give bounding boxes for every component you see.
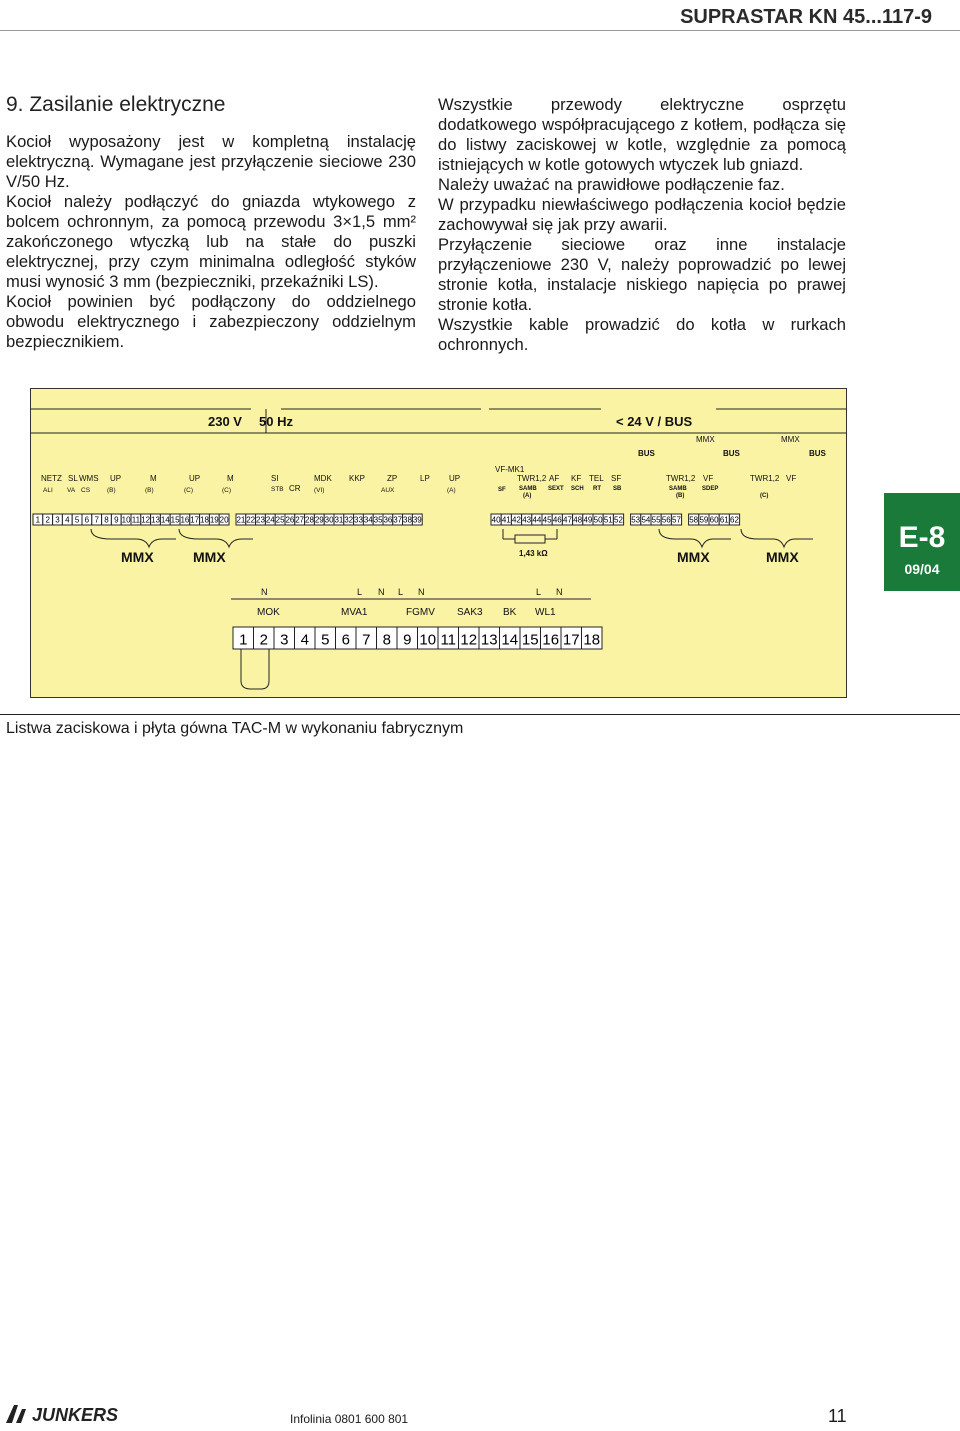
block-sublabel: SF xyxy=(498,487,506,493)
terminal-number: 41 xyxy=(501,515,511,525)
terminal-number: 15 xyxy=(170,515,180,525)
block-sublabel: (VI) xyxy=(314,487,325,494)
terminal-number: 23 xyxy=(256,515,265,525)
block-sublabel: (B) xyxy=(107,487,116,494)
mmx-label: MMX xyxy=(677,549,710,565)
terminal-number: 49 xyxy=(583,515,593,525)
block-label: ZP xyxy=(387,474,398,483)
terminal-number: 4 xyxy=(65,515,70,525)
terminal-number: 7 xyxy=(94,515,99,525)
block-label: AF xyxy=(549,474,560,483)
block-sublabel: SAMB xyxy=(669,486,687,492)
terminal-number: 9 xyxy=(114,515,119,525)
terminal-number: 42 xyxy=(512,515,521,525)
block-label: TEL xyxy=(589,474,604,483)
terminal-number: 21 xyxy=(236,515,246,525)
resistor-label: 1,43 kΩ xyxy=(519,549,548,558)
terminal-number: 35 xyxy=(373,515,383,525)
paragraph: Kocioł wyposażony jest w kompletną instalację elektryczną. Wymagane jest przyłączenie sieciowe 230 V/50 Hz. xyxy=(6,132,416,191)
terminal-number: 19 xyxy=(209,515,219,525)
voltage-high-label: 230 V xyxy=(208,414,242,429)
terminal-number: 33 xyxy=(354,515,363,525)
terminal-number: 13 xyxy=(480,631,498,649)
badge-date: 09/04 xyxy=(904,561,940,577)
block-sublabel: CS xyxy=(81,487,91,494)
mmx-label: MMX xyxy=(121,549,154,565)
junkers-logo xyxy=(4,1401,134,1427)
terminal-number: 34 xyxy=(363,515,373,525)
caption-rule xyxy=(0,714,960,715)
terminal-number: 57 xyxy=(672,515,681,525)
block-sublabel: VA xyxy=(67,487,76,494)
terminal-number: 45 xyxy=(542,515,552,525)
left-column xyxy=(6,132,416,352)
block-label: M xyxy=(150,474,157,483)
terminal-number: 44 xyxy=(532,515,542,525)
footer-hotline: Infolinia 0801 600 801 xyxy=(290,1412,409,1426)
terminal-number: 38 xyxy=(403,515,412,525)
block-label: TWR1,2 xyxy=(666,474,696,483)
terminal-number: 56 xyxy=(661,515,671,525)
lower-block-label: FGMV xyxy=(406,607,435,618)
terminal-number: 17 xyxy=(562,631,580,649)
terminal-number: 10 xyxy=(121,515,131,525)
block-label: SL xyxy=(68,474,78,483)
terminal-number: 37 xyxy=(393,515,403,525)
terminal-number: 15 xyxy=(521,631,539,649)
paragraph: Kocioł powinien być podłączony do oddzielnego obwodu elektrycznego i zabezpieczony oddzielnym bezpiecznikiem. xyxy=(6,292,416,351)
terminal-number: 47 xyxy=(563,515,572,525)
terminal-number: 9 xyxy=(403,631,412,649)
lower-block-label: MOK xyxy=(257,607,280,618)
terminal-number: 27 xyxy=(295,515,305,525)
terminal-number: 11 xyxy=(131,515,141,525)
terminal-number: 16 xyxy=(542,631,560,649)
block-sublabel: SCH xyxy=(571,486,584,492)
badge-code: E-8 xyxy=(898,521,946,554)
terminal-number: 14 xyxy=(160,515,170,525)
lower-top-label: L xyxy=(398,587,404,597)
terminal-number: 17 xyxy=(190,515,200,525)
block-label: CR xyxy=(289,484,301,493)
terminal-number: 51 xyxy=(603,515,613,525)
frequency-label: 50 Hz xyxy=(259,414,293,429)
terminal-number: 3 xyxy=(280,631,289,649)
document-title: SUPRASTAR KN 45...117-9 xyxy=(680,6,932,28)
terminal-number: 13 xyxy=(151,515,160,525)
terminal-number: 18 xyxy=(583,631,601,649)
terminal-number: 59 xyxy=(699,515,709,525)
lower-block-label: WL1 xyxy=(535,607,556,618)
lower-block-label: MVA1 xyxy=(341,607,368,618)
terminal-number: 2 xyxy=(259,631,268,649)
paragraph: Należy uważać na prawidłowe podłączenie faz. xyxy=(438,175,785,194)
terminal-number: 20 xyxy=(219,515,229,525)
paragraph: Wszystkie kable prowadzić do kotła w rurkach ochronnych. xyxy=(438,315,846,354)
block-label: UP xyxy=(449,474,461,483)
header-rule xyxy=(0,30,960,31)
block-sublabel: AUX xyxy=(381,487,395,494)
terminal-number: 14 xyxy=(501,631,519,649)
terminal-number: 43 xyxy=(522,515,532,525)
block-sublabel: STB xyxy=(271,486,284,493)
block-sublabel: RT xyxy=(593,486,601,492)
brand-name: JUNKERS xyxy=(32,1405,119,1425)
terminal-number: 1 xyxy=(239,631,248,649)
terminal-number: 36 xyxy=(383,515,393,525)
bus-label: BUS xyxy=(638,449,655,458)
paragraph: Przyłączenie sieciowe oraz inne instalacje przyłączeniowe 230 V, należy poprowadzić po lewej stronie kotła, instalacje niskiego napięcia po prawej stronie kotła. xyxy=(438,235,846,314)
lower-top-label: N xyxy=(556,587,563,597)
mmx-label: MMX xyxy=(193,549,226,565)
block-label: KKP xyxy=(349,474,366,483)
terminal-strip-lower xyxy=(233,627,602,649)
terminal-number: 1 xyxy=(35,515,41,525)
terminal-number: 8 xyxy=(382,631,391,649)
lower-top-label: L xyxy=(357,587,363,597)
lower-top-label: N xyxy=(418,587,425,597)
block-sublabel: (C) xyxy=(184,487,194,494)
block-label: VF xyxy=(703,474,714,483)
bus-label: BUS xyxy=(809,449,826,458)
section-heading: 9. Zasilanie elektryczne xyxy=(6,93,226,116)
terminal-number: 39 xyxy=(412,515,422,525)
section-badge xyxy=(884,493,960,591)
terminal-number: 24 xyxy=(265,515,275,525)
block-sublabel: (C) xyxy=(760,493,769,499)
block-sublabel: (A) xyxy=(447,487,456,494)
terminal-number: 3 xyxy=(55,515,60,525)
terminal-number: 6 xyxy=(341,631,350,649)
block-label: KF xyxy=(571,474,582,483)
block-label: SF xyxy=(611,474,622,483)
lower-block-label: BK xyxy=(503,607,517,618)
terminal-number: 16 xyxy=(180,515,190,525)
mmx-top-label: MMX xyxy=(696,435,715,444)
terminal-number: 10 xyxy=(419,631,437,649)
terminal-number: 2 xyxy=(45,515,50,525)
block-label: UP xyxy=(189,474,201,483)
block-sublabel: (B) xyxy=(676,493,685,499)
wiring-diagram-svg xyxy=(31,389,846,697)
terminal-number: 12 xyxy=(141,515,151,525)
block-label: VF-MK1 xyxy=(495,465,525,474)
terminal-number: 48 xyxy=(573,515,583,525)
paragraph: W przypadku niewłaściwego podłączenia kocioł będzie zachowywał się jak przy awarii. xyxy=(438,195,846,234)
terminal-number: 60 xyxy=(709,515,719,525)
wiring-diagram xyxy=(30,388,847,698)
block-label: TWR1,2 xyxy=(750,474,780,483)
mmx-top-label: MMX xyxy=(781,435,800,444)
lower-top-label: L xyxy=(536,587,542,597)
block-label: UP xyxy=(110,474,122,483)
paragraph: Wszystkie przewody elektryczne osprzętu dodatkowego współpracującego z kotłem, podłącza się do listwy zaciskowej w kotle, względnie za pomocą istniejących w kotle gotowych wtyczek lub gniazd. xyxy=(438,95,846,174)
block-sublabel: SEXT xyxy=(548,486,564,492)
block-sublabel: SB xyxy=(613,486,622,492)
terminal-strip-230v xyxy=(33,514,422,525)
block-label: SI xyxy=(271,474,279,483)
terminal-number: 26 xyxy=(285,515,295,525)
block-sublabel: (B) xyxy=(145,487,154,494)
terminal-number: 12 xyxy=(460,631,478,649)
right-column xyxy=(438,95,846,355)
block-label: LP xyxy=(420,474,430,483)
terminal-number: 40 xyxy=(491,515,501,525)
block-sublabel: ALI xyxy=(43,487,53,494)
terminal-number: 31 xyxy=(334,515,344,525)
voltage-low-label: < 24 V / BUS xyxy=(616,414,693,429)
terminal-number: 32 xyxy=(344,515,354,525)
block-label: WMS xyxy=(79,474,99,483)
terminal-number: 8 xyxy=(104,515,109,525)
terminal-number: 6 xyxy=(84,515,90,525)
terminal-number: 5 xyxy=(321,631,330,649)
terminal-number: 62 xyxy=(730,515,739,525)
terminal-number: 25 xyxy=(275,515,285,525)
lower-block-label: SAK3 xyxy=(457,607,483,618)
terminal-number: 52 xyxy=(614,515,623,525)
terminal-number: 61 xyxy=(719,515,729,525)
terminal-number: 4 xyxy=(300,631,309,649)
terminal-strip-24v xyxy=(491,514,740,525)
figure-caption: Listwa zaciskowa i płyta gówna TAC-M w wykonaniu fabrycznym xyxy=(6,720,464,737)
lower-top-label: N xyxy=(261,587,268,597)
terminal-number: 54 xyxy=(641,515,651,525)
paragraph: Kocioł należy podłączyć do gniazda wtykowego z bolcem ochronnym, za pomocą przewodu 3×1,5 mm² zakończonego wtyczką lub na stałe do puszki elektrycznej, przy czym minimalna odległość styków musi wynosić 3 mm (bezpieczniki, przekaźniki LS). xyxy=(6,192,416,291)
terminal-number: 7 xyxy=(362,631,371,649)
terminal-number: 22 xyxy=(246,515,256,525)
block-label: NETZ xyxy=(41,474,62,483)
terminal-number: 29 xyxy=(314,515,324,525)
block-sublabel: (C) xyxy=(222,487,232,494)
terminal-number: 53 xyxy=(631,515,641,525)
terminal-number: 11 xyxy=(440,631,457,649)
lower-top-label: N xyxy=(378,587,385,597)
mmx-label: MMX xyxy=(766,549,799,565)
terminal-number: 28 xyxy=(305,515,314,525)
terminal-number: 46 xyxy=(552,515,562,525)
terminal-number: 58 xyxy=(689,515,699,525)
terminal-number: 5 xyxy=(74,515,80,525)
terminal-number: 18 xyxy=(200,515,209,525)
terminal-number: 50 xyxy=(593,515,603,525)
block-sublabel: (A) xyxy=(523,493,532,499)
terminal-number: 55 xyxy=(651,515,661,525)
block-sublabel: SDEP xyxy=(702,486,719,492)
block-sublabel: SAMB xyxy=(519,486,537,492)
block-label: VF xyxy=(786,474,797,483)
block-label: TWR1,2 xyxy=(517,474,547,483)
terminal-number: 30 xyxy=(324,515,334,525)
block-label: MDK xyxy=(314,474,332,483)
page-number: 11 xyxy=(828,1406,847,1426)
block-label: M xyxy=(227,474,234,483)
bus-label: BUS xyxy=(723,449,740,458)
